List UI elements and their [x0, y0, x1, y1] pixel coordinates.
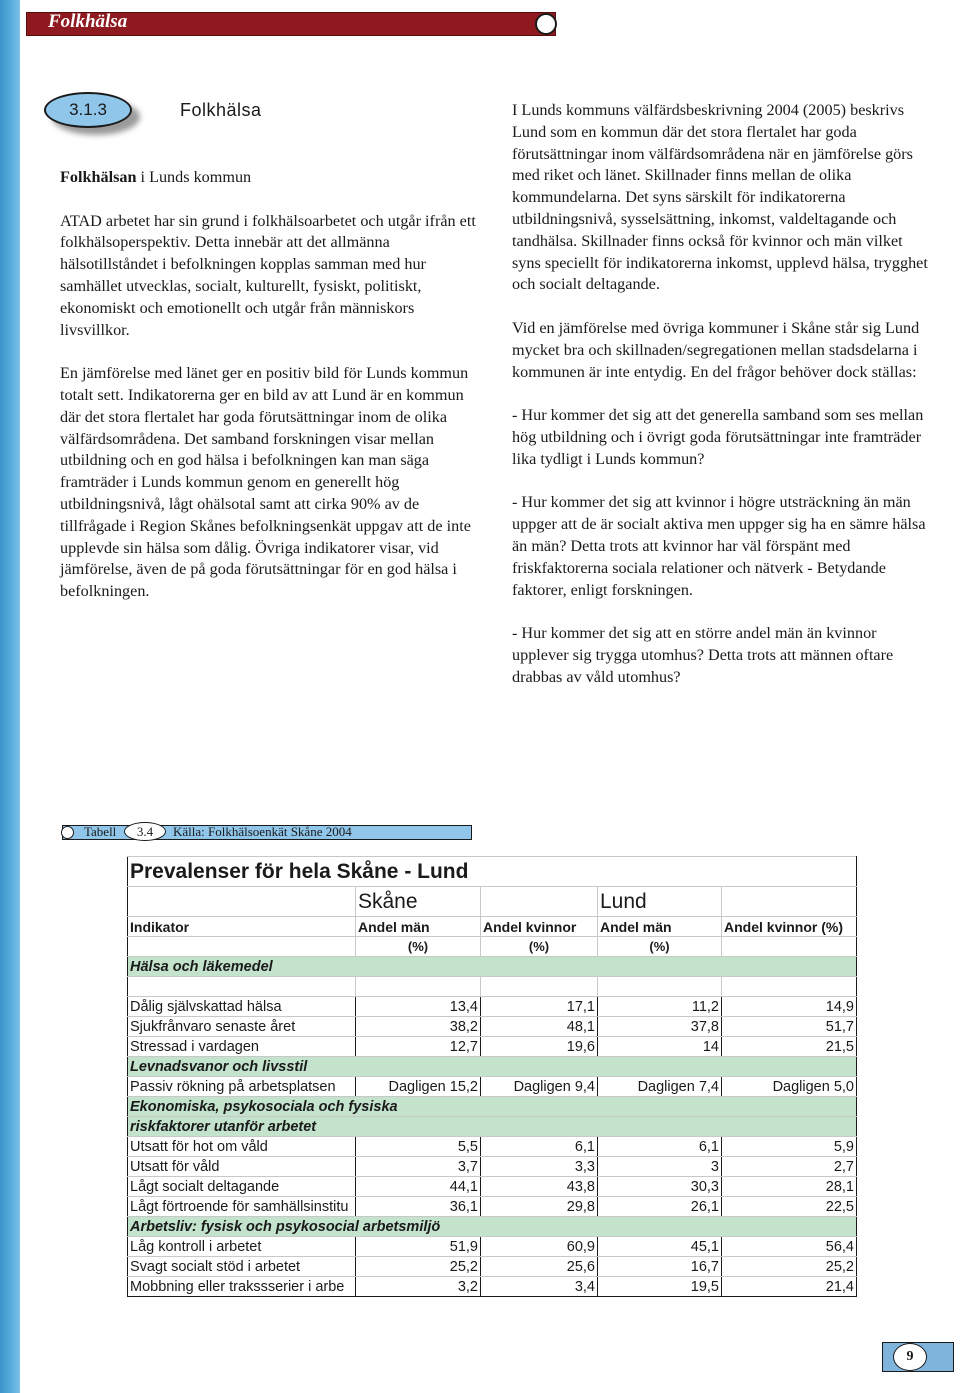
cell-value: 51,7 [722, 1017, 857, 1037]
cell-value: 12,7 [356, 1037, 481, 1057]
table-row [128, 1237, 857, 1257]
right-paragraph-3: - Hur kommer det sig att det generella samband som ses mellan hög utbildning och i övrigt goda förutsättningar inte framträder lika tydligt i Lunds kommun? [512, 406, 924, 468]
cell-value: 2,7 [722, 1157, 857, 1177]
table-title: Prevalenser för hela Skåne - Lund [128, 857, 857, 887]
left-decorative-stripe [0, 0, 20, 1393]
right-paragraph-2: Vid en jämförelse med övriga kommuner i Skåne står sig Lund mycket bra och skillnaden/segregationen mellan stadsdelarna i kommunen är inte entydig. En del frågor behöver dock ställas: [512, 318, 920, 381]
left-paragraph-1: ATAD arbetet har sin grund i folkhälsoarbetet och utgår ifrån ett folkhälsoperspektiv. Detta innebär att det allmänna hälsotillståndet i befolkningen kopplas samman med hur samhället utvecklas, socialt, kulturellt, fysiskt, politiskt, ekonomiskt och emotionellt och utgår från människors livsvillkor. [60, 211, 476, 339]
cell-value: 5,9 [722, 1137, 857, 1157]
section-riskfactors: riskfaktorer utanför arbetet [128, 1117, 857, 1137]
cell-value: 21,4 [722, 1277, 857, 1297]
right-text-column [512, 100, 932, 710]
row-label: Sjukfrånvaro senaste året [128, 1017, 356, 1037]
col-lund-men: Andel män [598, 917, 722, 937]
cell-value: 3 [598, 1157, 722, 1177]
cell-value: 13,4 [356, 997, 481, 1017]
right-paragraph-4: - Hur kommer det sig att kvinnor i högre utsträckning än män uppger att de är socialt aktiva men uppger sig ha en sämre hälsa än män? Detta trots att kvinnor har väl förspänt med friskfaktorerna sociala relationer och nätverk - Betydande faktorer, enligt forskningen. [512, 493, 926, 599]
cell-value: 14 [598, 1037, 722, 1057]
cell-value: Dagligen 5,0 [722, 1077, 857, 1097]
cell-value: 3,7 [356, 1157, 481, 1177]
cell-value: 19,5 [598, 1277, 722, 1297]
region-lund: Lund [598, 887, 722, 917]
row-label: Låg kontroll i arbetet [128, 1237, 356, 1257]
cell-value: 36,1 [356, 1197, 481, 1217]
cell-value: 6,1 [598, 1137, 722, 1157]
cell-value: 3,4 [481, 1277, 598, 1297]
cell-value: Dagligen 7,4 [598, 1077, 722, 1097]
left-subheading [60, 167, 480, 189]
cell-value: 25,2 [722, 1257, 857, 1277]
cell-value: 25,6 [481, 1257, 598, 1277]
section-number-badge: 3.1.3 [44, 92, 132, 128]
row-label: Utsatt för hot om våld [128, 1137, 356, 1157]
cell-value: 51,9 [356, 1237, 481, 1257]
cell-value: 5,5 [356, 1137, 481, 1157]
caption-source: Källa: Folkhälsoenkät Skåne 2004 [173, 824, 352, 839]
cell-value: 45,1 [598, 1237, 722, 1257]
cell-value: 48,1 [481, 1017, 598, 1037]
header-circle-ornament [535, 13, 557, 35]
table-row [128, 1277, 857, 1297]
caption-dot-ornament [61, 826, 74, 839]
cell-value: 60,9 [481, 1237, 598, 1257]
col-indicator: Indikator [128, 917, 356, 937]
cell-value: 14,9 [722, 997, 857, 1017]
row-label: Mobbning eller trakssserier i arbe [128, 1277, 356, 1297]
col-skane-women: Andel kvinnor [481, 917, 598, 937]
cell-value: 22,5 [722, 1197, 857, 1217]
region-skane: Skåne [356, 887, 481, 917]
col-skane-men: Andel män [356, 917, 481, 937]
prevalence-table [127, 856, 857, 1297]
right-paragraph-5: - Hur kommer det sig att en större andel män än kvinnor upplever sig trygga utomhus? Detta trots att männen oftare drabbas av våld utomhus? [512, 624, 894, 686]
cell-value: 29,8 [481, 1197, 598, 1217]
table-row [128, 997, 857, 1017]
cell-value: 37,8 [598, 1017, 722, 1037]
cell-value: 3,2 [356, 1277, 481, 1297]
section-worklife: Arbetsliv: fysisk och psykosocial arbetsmiljö [128, 1217, 857, 1237]
subheading-rest: i Lunds kommun [136, 168, 252, 186]
left-paragraph-2: En jämförelse med länet ger en positiv bild för Lunds kommun totalt sett. Indikatorerna ger en bild av att Lund är en kommun där det stora flertalet har goda förutsättningar inom de olika välfärdsområdena. Det samband forskningen visar mellan utbildning och en god hälsa i befolkningen kan man säga framträder i Lunds kommun genom en generellt hög utbildningsnivå, lågt ohälsotal samt att cirka 90% av de tillfrågade i Region Skånes befolkningsenkät uppgav att de inte upplevde sin hälsa som dålig. Övriga indikatorer visar, vid jämförelse, även de på goda förutsättningar för en god hälsa i befolkningen. [60, 364, 471, 601]
cell-value: 21,5 [722, 1037, 857, 1057]
cell-value: 30,3 [598, 1177, 722, 1197]
table-row [128, 1137, 857, 1157]
row-label: Passiv rökning på arbetsplatsen [128, 1077, 356, 1097]
cell-value: 28,1 [722, 1177, 857, 1197]
subheading-bold: Folkhälsan [60, 168, 137, 186]
left-text-column [60, 167, 480, 625]
section-lifestyle: Levnadsvanor och livsstil [128, 1057, 857, 1077]
table-row [128, 1077, 857, 1097]
table-row [128, 1037, 857, 1057]
cell-value: 3,3 [481, 1157, 598, 1177]
col-lund-women: Andel kvinnor (%) [722, 917, 857, 937]
pct-unit: (%) [481, 937, 598, 957]
cell-value: 25,2 [356, 1257, 481, 1277]
cell-value: Dagligen 9,4 [481, 1077, 598, 1097]
table-row [128, 1017, 857, 1037]
cell-value: 44,1 [356, 1177, 481, 1197]
cell-value: Dagligen 15,2 [356, 1077, 481, 1097]
cell-value: 16,7 [598, 1257, 722, 1277]
cell-value: 19,6 [481, 1037, 598, 1057]
cell-value: 43,8 [481, 1177, 598, 1197]
caption-number: 3.4 [124, 822, 166, 841]
row-label: Stressad i vardagen [128, 1037, 356, 1057]
cell-value: 56,4 [722, 1237, 857, 1257]
row-label: Svagt socialt stöd i arbetet [128, 1257, 356, 1277]
right-paragraph-1: I Lunds kommuns välfärdsbeskrivning 2004 (2005) beskrivs Lund som en kommun där det stora flertalet har goda förutsättningar inom välfärdsområdena när en jämförelse görs med riket och länet. Skillnader finns mellan de olika kommundelarna. Det syns särskilt för indikatorerna utbildningsnivå, sysselsättning, inkomst, valdeltagande och tandhälsa. Skillnader finns också för kvinnor och män vilket syns speciellt för indikatorerna inkomst, upplevd hälsa, trygghet och socialt deltagande. [512, 101, 928, 294]
table-row [128, 1257, 857, 1277]
pct-unit: (%) [356, 937, 481, 957]
section-health: Hälsa och läkemedel [128, 957, 857, 977]
row-label: Dålig självskattad hälsa [128, 997, 356, 1017]
row-label: Lågt förtroende för samhällsinstitu [128, 1197, 356, 1217]
row-label: Utsatt för våld [128, 1157, 356, 1177]
table-row [128, 1157, 857, 1177]
cell-value: 26,1 [598, 1197, 722, 1217]
header-title: Folkhälsa [48, 11, 128, 32]
caption-label: Tabell [84, 824, 117, 839]
page-number: 9 [893, 1343, 927, 1371]
cell-value: 6,1 [481, 1137, 598, 1157]
row-label: Lågt socialt deltagande [128, 1177, 356, 1197]
table-row [128, 1177, 857, 1197]
cell-value: 17,1 [481, 997, 598, 1017]
cell-value: 11,2 [598, 997, 722, 1017]
section-economic: Ekonomiska, psykosociala och fysiska [128, 1097, 857, 1117]
cell-value: 38,2 [356, 1017, 481, 1037]
section-title: Folkhälsa [180, 100, 262, 120]
pct-unit: (%) [598, 937, 722, 957]
table-row [128, 1197, 857, 1217]
